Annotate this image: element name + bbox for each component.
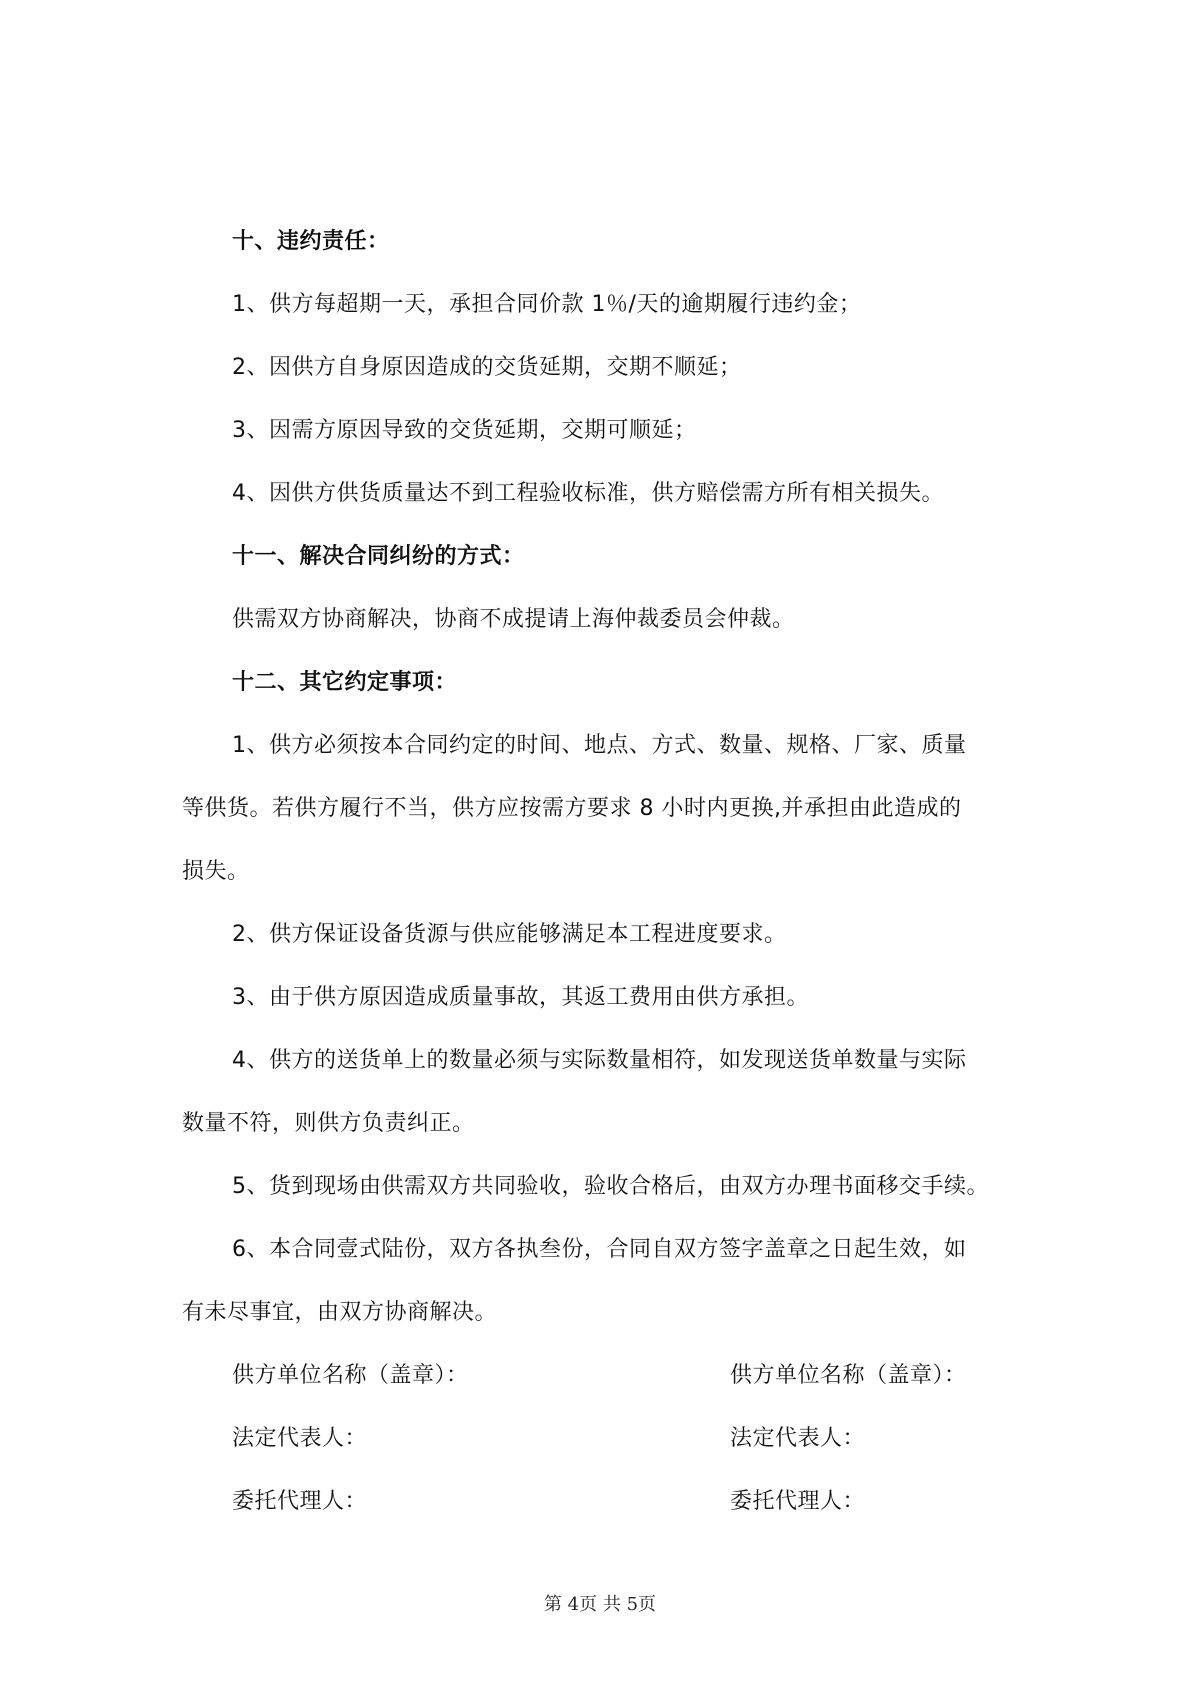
section-heading-breach-liability: 十、违约责任：: [232, 229, 390, 254]
signature-right-agent: 委托代理人：: [730, 1489, 866, 1514]
other-term-1-line-2: 等供货。若供方履行不当，供方应按需方要求 8 小时内更换,并承担由此造成的: [182, 796, 962, 821]
other-term-4-line-2: 数量不符，则供方负责纠正。: [182, 1111, 475, 1136]
signature-left-legal-rep: 法定代表人：: [232, 1426, 368, 1451]
breach-item-1: 1、供方每超期一天，承担合同价款 1％/天的逾期履行违约金；: [232, 292, 862, 317]
signature-right-legal-rep: 法定代表人：: [730, 1426, 866, 1451]
other-term-3: 3、由于供方原因造成质量事故，其返工费用由供方承担。: [232, 985, 809, 1010]
other-term-1-line-1: 1、供方必须按本合同约定的时间、地点、方式、数量、规格、厂家、质量: [232, 733, 967, 758]
other-term-5: 5、货到现场由供需双方共同验收，验收合格后，由双方办理书面移交手续。: [232, 1174, 989, 1199]
signature-left-company: 供方单位名称（盖章）：: [232, 1363, 469, 1388]
breach-item-2: 2、因供方自身原因造成的交货延期，交期不顺延；: [232, 355, 742, 380]
other-term-4-line-1: 4、供方的送货单上的数量必须与实际数量相符，如发现送货单数量与实际: [232, 1048, 967, 1073]
other-term-6-line-1: 6、本合同壹式陆份，双方各执叁份，合同自双方签字盖章之日起生效，如: [232, 1237, 967, 1262]
signature-right-company: 供方单位名称（盖章）：: [730, 1363, 967, 1388]
breach-item-3: 3、因需方原因导致的交货延期，交期可顺延；: [232, 418, 697, 443]
other-term-1-line-3: 损失。: [182, 859, 250, 884]
page-footer: 第 4页 共 5页: [543, 1594, 657, 1615]
section-heading-dispute-resolution: 十一、解决合同纠纷的方式：: [232, 544, 525, 569]
signature-left-agent: 委托代理人：: [232, 1489, 368, 1514]
dispute-resolution-text: 供需双方协商解决，协商不成提请上海仲裁委员会仲裁。: [232, 607, 795, 632]
other-term-2: 2、供方保证设备货源与供应能够满足本工程进度要求。: [232, 922, 787, 947]
section-heading-other-terms: 十二、其它约定事项：: [232, 670, 458, 695]
breach-item-4: 4、因供方供货质量达不到工程验收标准，供方赔偿需方所有相关损失。: [232, 481, 944, 506]
other-term-6-line-2: 有未尽事宜，由双方协商解决。: [182, 1300, 498, 1325]
